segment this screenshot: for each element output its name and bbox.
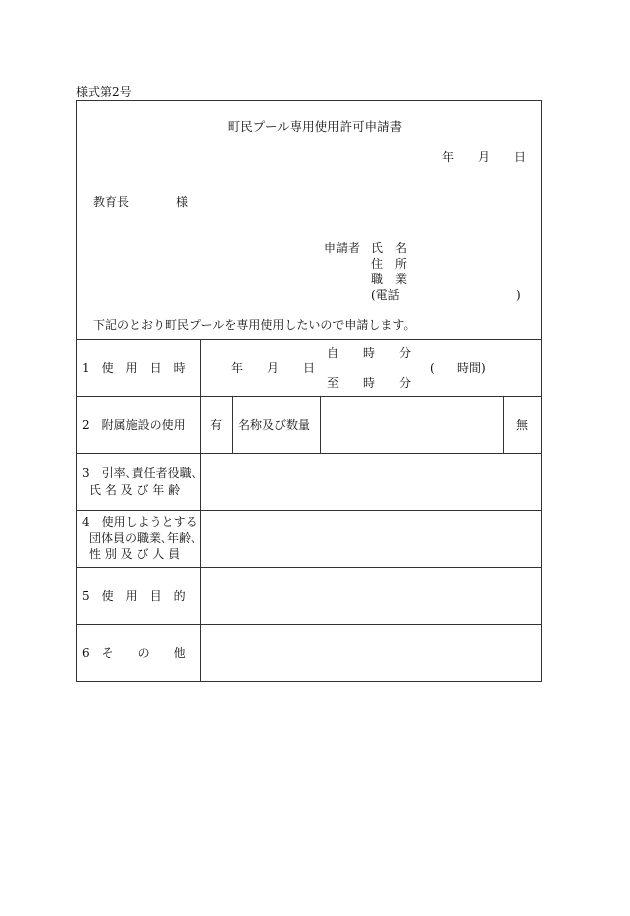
row-group-label-3: 性 別 及 び 人 員 bbox=[89, 547, 181, 561]
row-group-label-1: 4 使用しようとする bbox=[82, 515, 198, 529]
form-number: 様式第2号 bbox=[76, 85, 132, 99]
row-divider-4 bbox=[76, 567, 542, 568]
addressee-honorific: 様 bbox=[176, 195, 189, 209]
date-day: 日 bbox=[514, 150, 527, 164]
addressee-name: 教育長 bbox=[93, 195, 130, 209]
usage-date: 年 月 日 bbox=[231, 361, 316, 375]
usage-from-time: 自 時 分 bbox=[327, 346, 412, 360]
form-title: 町民プール専用使用許可申請書 bbox=[227, 119, 403, 134]
applicant-address-label: 住 所 bbox=[371, 257, 408, 271]
applicant-phone-close: ) bbox=[516, 288, 521, 302]
intro-text: 下記のとおり町民プールを専用使用したいので申請します。 bbox=[93, 318, 416, 332]
facility-name-quantity: 名称及び数量 bbox=[238, 418, 311, 432]
label-column-divider bbox=[200, 339, 201, 682]
usage-to-time: 至 時 分 bbox=[327, 376, 412, 390]
applicant-phone-open: (電話 bbox=[371, 288, 400, 302]
facility-yes-divider bbox=[232, 396, 233, 453]
row-usage-datetime-label: 1 使 用 日 時 bbox=[82, 361, 186, 375]
facility-no: 無 bbox=[516, 418, 529, 432]
date-year: 年 bbox=[442, 150, 455, 164]
facility-name-divider bbox=[320, 396, 321, 453]
usage-hours-close: 時間) bbox=[457, 361, 486, 375]
usage-hours-open: ( bbox=[430, 361, 435, 375]
row-group-label-2: 団体員の職業､年齢､ bbox=[89, 531, 198, 545]
applicant-occupation-label: 職 業 bbox=[371, 272, 408, 286]
date-month: 月 bbox=[478, 150, 491, 164]
row-facilities-label: 2 附属施設の使用 bbox=[82, 418, 186, 432]
facility-yes: 有 bbox=[210, 418, 223, 432]
row-leader-label-1: 3 引率､責任者役職､ bbox=[82, 466, 198, 480]
row-purpose-label: 5 使 用 目 的 bbox=[82, 589, 186, 603]
row-divider-5 bbox=[76, 624, 542, 625]
table-top-line bbox=[76, 339, 542, 340]
row-leader-label-2: 氏 名 及 び 年 齢 bbox=[89, 483, 181, 497]
row-divider-1 bbox=[76, 396, 542, 397]
facility-no-divider bbox=[503, 396, 504, 453]
row-divider-2 bbox=[76, 453, 542, 454]
row-other-label: 6 そ の 他 bbox=[82, 646, 186, 660]
applicant-name-label: 氏 名 bbox=[371, 241, 408, 255]
row-divider-3 bbox=[76, 510, 542, 511]
applicant-heading: 申請者 bbox=[324, 241, 361, 255]
